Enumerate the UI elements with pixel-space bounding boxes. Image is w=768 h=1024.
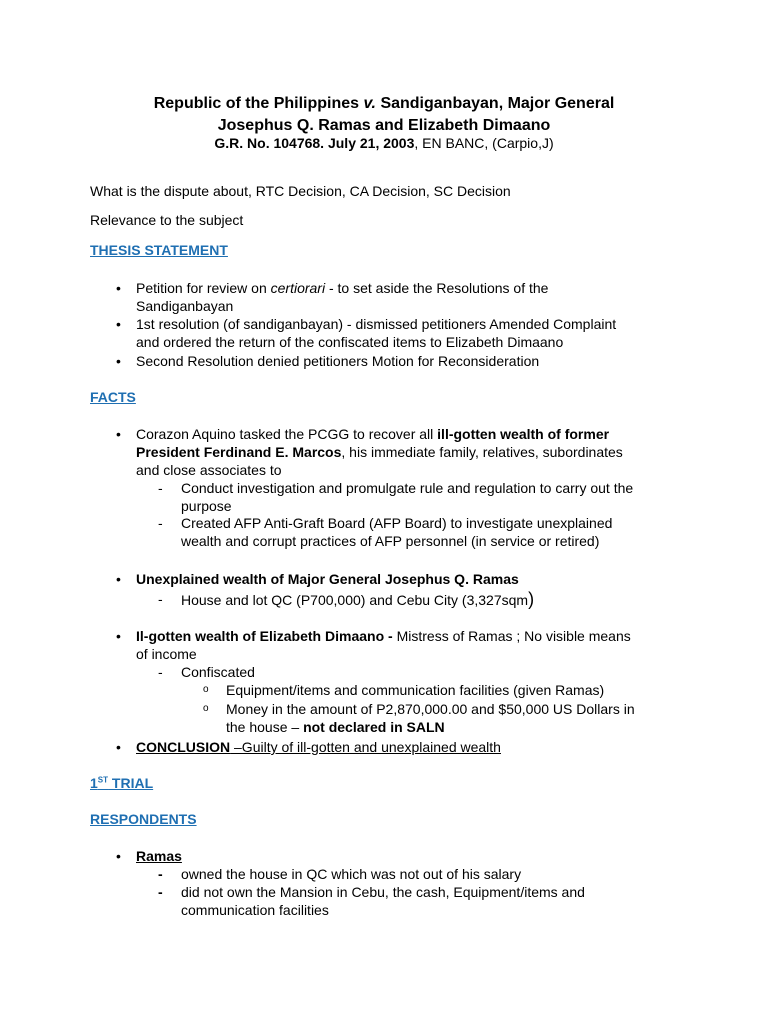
bullet: • [116, 316, 121, 332]
bullet: • [116, 571, 121, 587]
thesis-heading: THESIS STATEMENT [90, 242, 228, 258]
facts-dash-3: House and lot QC (P700,000) and Cebu City (3,327sqm) [181, 589, 535, 609]
case-citation [0, 134, 768, 152]
court-info: , EN BANC, (Carpio,J) [414, 135, 554, 151]
respondents-dash-1: owned the house in QC which was not out of his salary [181, 866, 522, 882]
bullet: • [116, 353, 121, 369]
case-name: Republic of the Philippines [153, 95, 360, 112]
dash: - [158, 664, 163, 680]
bullet: • [116, 628, 121, 644]
intro-line-1: What is the dispute about, RTC Decision, CA Decision, SC Decision [90, 183, 511, 199]
bullet: • [116, 848, 121, 864]
case-title-rest: Sandiganbayan, Major General [380, 95, 615, 112]
dash: - [158, 866, 163, 882]
dash: - [158, 591, 163, 607]
thesis-bullet-2: 1st resolution (of sandiganbayan) - dismissed petitioners Amended Complaint and ordered the return of the confiscated items to Elizabeth Dimaano [136, 316, 617, 350]
facts-dash-2: Created AFP Anti-Graft Board (AFP Board) to investigate unexplained wealth and corrupt practices of AFP personnel (in service or retired) [181, 515, 613, 549]
facts-dash-1: Conduct investigation and promulgate rule and regulation to carry out the purpose [181, 480, 634, 514]
dash: - [158, 480, 163, 496]
facts-sub-2: Money in the amount of P2,870,000.00 and $50,000 US Dollars in the house – not declared in SALN [226, 701, 635, 735]
facts-bullet-2: Unexplained wealth of Major General Josephus Q. Ramas [136, 571, 519, 587]
dash: - [158, 515, 163, 531]
facts-dash-4: Confiscated [181, 664, 255, 680]
respondents-dash-2: did not own the Mansion in Cebu, the cash, Equipment/items and communication facilities [181, 884, 585, 918]
case-title-line1 [0, 94, 768, 114]
versus: v. [363, 95, 376, 112]
thesis-bullet-3: Second Resolution denied petitioners Motion for Reconsideration [136, 353, 540, 369]
bullet: • [116, 426, 121, 442]
intro-line-2: Relevance to the subject [90, 212, 244, 228]
dash: - [158, 884, 163, 900]
respondents-bullet-ramas: Ramas [136, 848, 182, 864]
facts-sub-1: Equipment/items and communication facilities (given Ramas) [226, 682, 605, 698]
facts-conclusion: CONCLUSION –Guilty of ill-gotten and unexplained wealth [136, 739, 501, 755]
circle-bullet: o [203, 684, 209, 695]
respondents-heading: RESPONDENTS [90, 811, 197, 827]
circle-bullet: o [203, 703, 209, 714]
thesis-bullet-1: Petition for review on certiorari - to set aside the Resolutions of the Sandiganbayan [136, 280, 549, 314]
facts-bullet-1: Corazon Aquino tasked the PCGG to recover all ill-gotten wealth of former President Ferdinand E. Marcos, his immediate family, relatives, subordinates and close associates to [136, 426, 623, 478]
facts-heading: FACTS [90, 389, 136, 405]
bullet: • [116, 280, 121, 296]
gr-number: G.R. No. 104768. July 21, 2003 [214, 135, 415, 151]
bullet: • [116, 739, 121, 755]
trial-heading: 1ST TRIAL [90, 775, 154, 791]
case-title-line2: Josephus Q. Ramas and Elizabeth Dimaano [217, 117, 551, 134]
facts-bullet-3: Il-gotten wealth of Elizabeth Dimaano - Mistress of Ramas ; No visible means of income [136, 628, 631, 662]
